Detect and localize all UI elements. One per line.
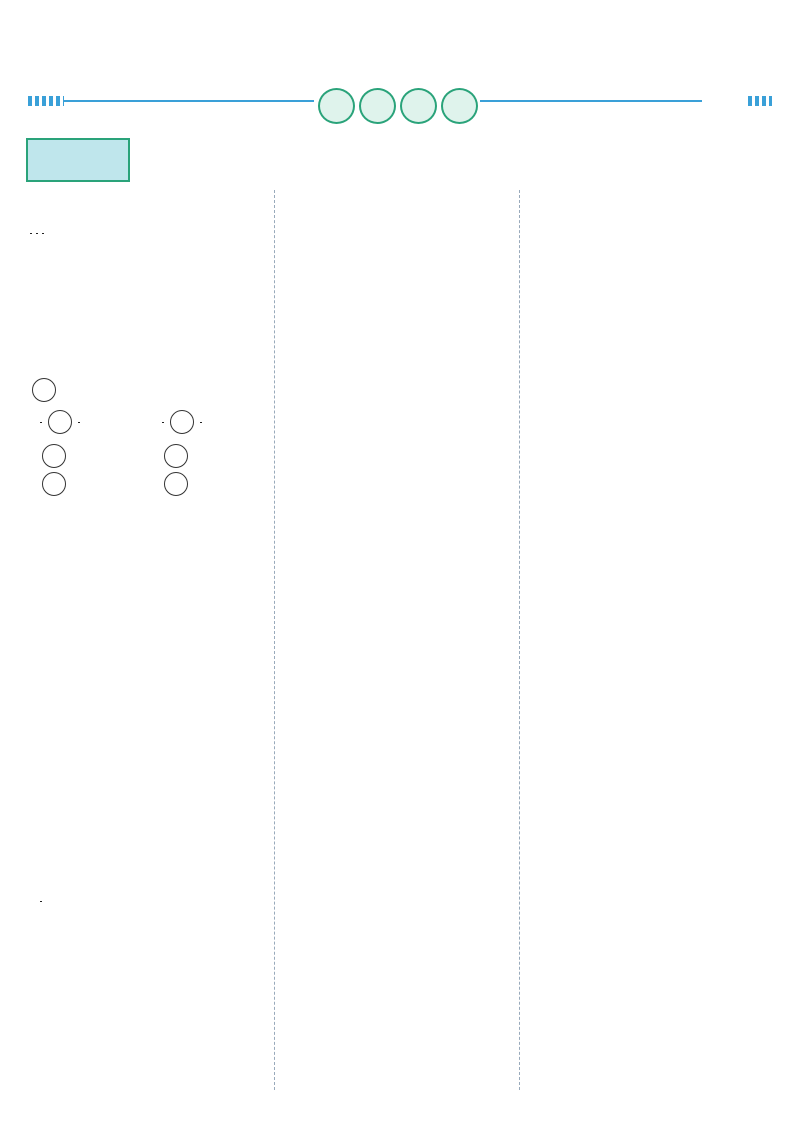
fraction [42,233,44,234]
banner-char [318,88,355,124]
compare-circle[interactable] [170,410,194,434]
compare-circle[interactable] [164,444,188,468]
judge-5-line2 [38,890,44,912]
banner [318,88,478,122]
header-stripes-right [748,96,772,106]
day-badge [26,138,130,182]
compare-row [38,410,82,434]
compare-row [160,472,192,496]
compare-row [160,444,192,468]
fraction [162,422,164,423]
banner-char [359,88,396,124]
header-rule-left [64,100,314,102]
compare-circle[interactable] [42,444,66,468]
header [0,0,800,135]
compare-circle[interactable] [48,410,72,434]
compare-row [38,444,70,468]
question-4 [28,378,60,402]
fraction [40,901,42,902]
fraction [30,233,32,234]
question-1 [28,222,46,244]
fraction [40,422,42,423]
fraction [200,422,202,423]
judge-2 [28,746,34,768]
compare-circle[interactable] [32,378,56,402]
compare-circle[interactable] [42,472,66,496]
compare-row [38,472,70,496]
banner-char [400,88,437,124]
header-rule-right [480,100,702,102]
banner-char [441,88,478,124]
compare-row [160,410,204,434]
fraction [36,233,38,234]
question-3 [28,308,34,330]
column-divider [274,190,275,1090]
compare-circle[interactable] [164,472,188,496]
header-stripes [28,96,64,106]
fraction [78,422,80,423]
column-divider [519,190,520,1090]
